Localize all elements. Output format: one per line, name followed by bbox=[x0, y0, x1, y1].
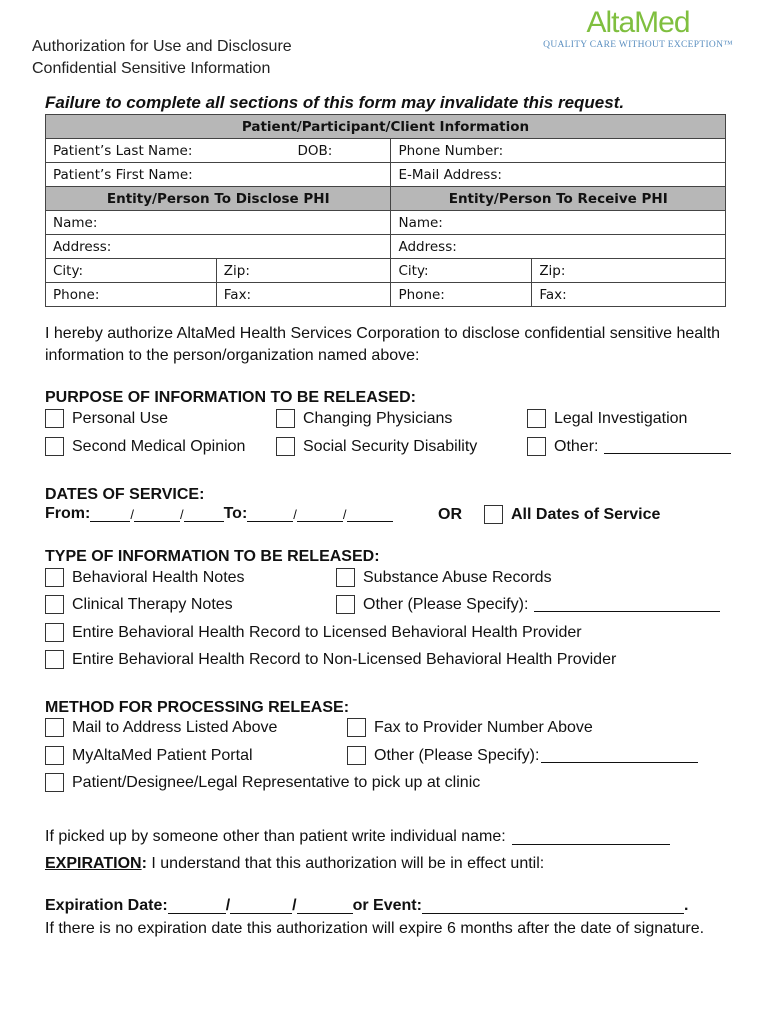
option-label: Legal Investigation bbox=[554, 409, 688, 427]
checkbox[interactable] bbox=[336, 568, 355, 587]
discloser-fax-label: Fax: bbox=[223, 286, 252, 303]
receiver-city-label: City: bbox=[398, 262, 429, 279]
from-month-line[interactable] bbox=[90, 507, 130, 522]
expiration-date-row bbox=[45, 897, 688, 915]
section-patient-header: Patient/Participant/Client Information bbox=[46, 115, 726, 139]
method-mail[interactable] bbox=[45, 718, 277, 737]
option-label: Other: bbox=[554, 437, 599, 455]
method-heading: METHOD FOR PROCESSING RELEASE: bbox=[45, 699, 350, 716]
expiration-text: I understand that this authorization will be in effect until: bbox=[146, 855, 545, 872]
or-label: OR bbox=[438, 506, 462, 523]
type-behavioral-notes[interactable] bbox=[45, 568, 245, 587]
expiration-colon: : bbox=[141, 855, 147, 872]
form-title bbox=[32, 36, 292, 80]
type-other[interactable] bbox=[336, 595, 720, 614]
checkbox[interactable] bbox=[45, 773, 64, 792]
altamed-logo bbox=[528, 8, 748, 50]
option-label: MyAltaMed Patient Portal bbox=[72, 746, 253, 764]
phone-number-label: Phone Number: bbox=[398, 142, 504, 159]
checkbox[interactable] bbox=[45, 409, 64, 428]
checkbox[interactable] bbox=[336, 595, 355, 614]
from-day-line[interactable] bbox=[134, 507, 180, 522]
method-other[interactable] bbox=[347, 746, 698, 765]
method-portal[interactable] bbox=[45, 746, 253, 765]
authorize-statement: I hereby authorize AltaMed Health Services Corporation to disclose confidential sensitive health information to the person/organization named above: bbox=[45, 325, 721, 364]
logo-name: AltaMed bbox=[586, 6, 690, 39]
patient-last-name-field[interactable] bbox=[46, 139, 391, 163]
discloser-city-label: City: bbox=[53, 262, 84, 279]
email-label: E-Mail Address: bbox=[398, 166, 502, 183]
date-slash: / bbox=[292, 897, 297, 914]
dates-from-to bbox=[45, 505, 393, 523]
option-label: Substance Abuse Records bbox=[363, 568, 552, 586]
date-slash: / bbox=[293, 506, 297, 522]
date-slash: / bbox=[225, 897, 231, 914]
purpose-personal-use[interactable] bbox=[45, 409, 168, 428]
checkbox[interactable] bbox=[45, 718, 64, 737]
expiration-date-label: Expiration Date: bbox=[45, 897, 168, 914]
checkbox[interactable] bbox=[45, 437, 64, 456]
option-label: Fax to Provider Number Above bbox=[374, 718, 593, 736]
to-month-line[interactable] bbox=[247, 507, 293, 522]
to-label: To: bbox=[223, 505, 248, 522]
pickup-name-row bbox=[45, 828, 670, 846]
discloser-zip-label: Zip: bbox=[223, 262, 250, 279]
receiver-address-label: Address: bbox=[398, 238, 457, 255]
discloser-city-field[interactable] bbox=[46, 259, 217, 283]
method-fax[interactable] bbox=[347, 718, 593, 737]
receiver-zip-field[interactable] bbox=[532, 259, 726, 283]
or-event-label: or Event: bbox=[352, 897, 422, 914]
receiver-name-field[interactable] bbox=[391, 211, 726, 235]
purpose-other-line[interactable] bbox=[604, 439, 731, 454]
date-slash: / bbox=[342, 506, 347, 522]
receiver-phone-label: Phone: bbox=[398, 286, 445, 303]
receiver-city-field[interactable] bbox=[391, 259, 532, 283]
discloser-address-field[interactable] bbox=[46, 235, 391, 259]
option-label: Entire Behavioral Health Record to Licensed Behavioral Health Provider bbox=[72, 623, 582, 641]
discloser-phone-field[interactable] bbox=[46, 283, 217, 307]
section-receive-header: Entity/Person To Receive PHI bbox=[391, 187, 726, 211]
discloser-zip-field[interactable] bbox=[216, 259, 391, 283]
option-label: Patient/Designee/Legal Representative to pick up at clinic bbox=[72, 773, 481, 791]
all-dates-option[interactable] bbox=[484, 505, 660, 524]
receiver-address-field[interactable] bbox=[391, 235, 726, 259]
checkbox[interactable] bbox=[45, 595, 64, 614]
first-name-label: Patient’s First Name: bbox=[53, 166, 193, 183]
event-line[interactable] bbox=[422, 899, 684, 914]
option-label: Other (Please Specify): bbox=[374, 746, 540, 764]
expiration-row bbox=[45, 855, 544, 873]
pickup-name-label: If picked up by someone other than patient write individual name: bbox=[45, 828, 506, 845]
type-other-line[interactable] bbox=[534, 597, 720, 612]
email-field[interactable] bbox=[391, 163, 726, 187]
pickup-name-line[interactable] bbox=[512, 830, 670, 845]
option-label: Clinical Therapy Notes bbox=[72, 595, 233, 613]
last-name-label: Patient’s Last Name: bbox=[53, 142, 193, 159]
receiver-name-label: Name: bbox=[398, 214, 443, 231]
receiver-zip-label: Zip: bbox=[539, 262, 566, 279]
checkbox[interactable] bbox=[45, 650, 64, 669]
discloser-name-field[interactable] bbox=[46, 211, 391, 235]
option-label: Mail to Address Listed Above bbox=[72, 718, 278, 736]
dob-label: DOB: bbox=[297, 142, 333, 159]
type-entire-licensed[interactable] bbox=[45, 623, 582, 642]
exp-day-line[interactable] bbox=[230, 899, 292, 914]
checkbox[interactable] bbox=[484, 505, 503, 524]
discloser-name-label: Name: bbox=[53, 214, 98, 231]
purpose-second-opinion[interactable] bbox=[45, 437, 245, 456]
option-label: Changing Physicians bbox=[303, 409, 453, 427]
checkbox[interactable] bbox=[527, 409, 546, 428]
to-day-line[interactable] bbox=[297, 507, 343, 522]
logo-tagline: QUALITY CARE WITHOUT EXCEPTION™ bbox=[543, 40, 733, 50]
option-label: Second Medical Opinion bbox=[72, 437, 246, 455]
receiver-phone-field[interactable] bbox=[391, 283, 532, 307]
type-clinical-therapy[interactable] bbox=[45, 595, 233, 614]
purpose-social-security[interactable] bbox=[276, 437, 477, 456]
dates-heading: DATES OF SERVICE: bbox=[45, 486, 205, 503]
checkbox[interactable] bbox=[347, 746, 366, 765]
date-slash: / bbox=[130, 506, 134, 522]
checkbox[interactable] bbox=[45, 746, 64, 765]
method-pickup[interactable] bbox=[45, 773, 480, 792]
from-label: From: bbox=[45, 505, 91, 522]
date-slash: / bbox=[179, 506, 184, 522]
checkbox[interactable] bbox=[276, 437, 295, 456]
section-disclose-header: Entity/Person To Disclose PHI bbox=[46, 187, 391, 211]
checkbox[interactable] bbox=[527, 437, 546, 456]
form-title-line2: Confidential Sensitive Information bbox=[32, 60, 271, 77]
purpose-legal-investigation[interactable] bbox=[527, 409, 687, 428]
option-label: Other (Please Specify): bbox=[363, 595, 529, 613]
receiver-fax-label: Fax: bbox=[539, 286, 567, 303]
option-label: Social Security Disability bbox=[303, 437, 478, 455]
discloser-fax-field[interactable] bbox=[216, 283, 391, 307]
type-heading: TYPE OF INFORMATION TO BE RELEASED: bbox=[45, 548, 380, 565]
option-label: Personal Use bbox=[72, 409, 169, 427]
discloser-address-label: Address: bbox=[53, 238, 112, 255]
method-other-line[interactable] bbox=[541, 748, 698, 763]
period: . bbox=[683, 897, 689, 914]
purpose-other[interactable] bbox=[527, 437, 731, 456]
option-label: Entire Behavioral Health Record to Non-Licensed Behavioral Health Provider bbox=[72, 650, 617, 668]
purpose-heading: PURPOSE OF INFORMATION TO BE RELEASED: bbox=[45, 389, 416, 406]
exp-year-line[interactable] bbox=[297, 899, 353, 914]
option-label: All Dates of Service bbox=[511, 505, 661, 523]
type-entire-nonlicensed[interactable] bbox=[45, 650, 616, 669]
from-year-line[interactable] bbox=[184, 507, 224, 522]
discloser-phone-label: Phone: bbox=[53, 286, 100, 303]
warning-text: Failure to complete all sections of this form may invalidate this request. bbox=[45, 93, 625, 112]
patient-first-name-field[interactable] bbox=[46, 163, 391, 187]
exp-month-line[interactable] bbox=[168, 899, 226, 914]
phone-number-field[interactable] bbox=[391, 139, 726, 163]
type-substance-abuse[interactable] bbox=[336, 568, 552, 587]
patient-info-table bbox=[45, 114, 726, 307]
purpose-changing-physicians[interactable] bbox=[276, 409, 452, 428]
receiver-fax-field[interactable] bbox=[532, 283, 726, 307]
option-label: Behavioral Health Notes bbox=[72, 568, 245, 586]
to-year-line[interactable] bbox=[347, 507, 393, 522]
checkbox[interactable] bbox=[45, 568, 64, 587]
expiration-label: EXPIRATION bbox=[45, 855, 142, 872]
expiration-note: If there is no expiration date this authorization will expire 6 months after the date of signature. bbox=[45, 920, 705, 937]
checkbox[interactable] bbox=[45, 623, 64, 642]
checkbox[interactable] bbox=[347, 718, 366, 737]
checkbox[interactable] bbox=[276, 409, 295, 428]
form-title-line1: Authorization for Use and Disclosure bbox=[32, 38, 292, 55]
